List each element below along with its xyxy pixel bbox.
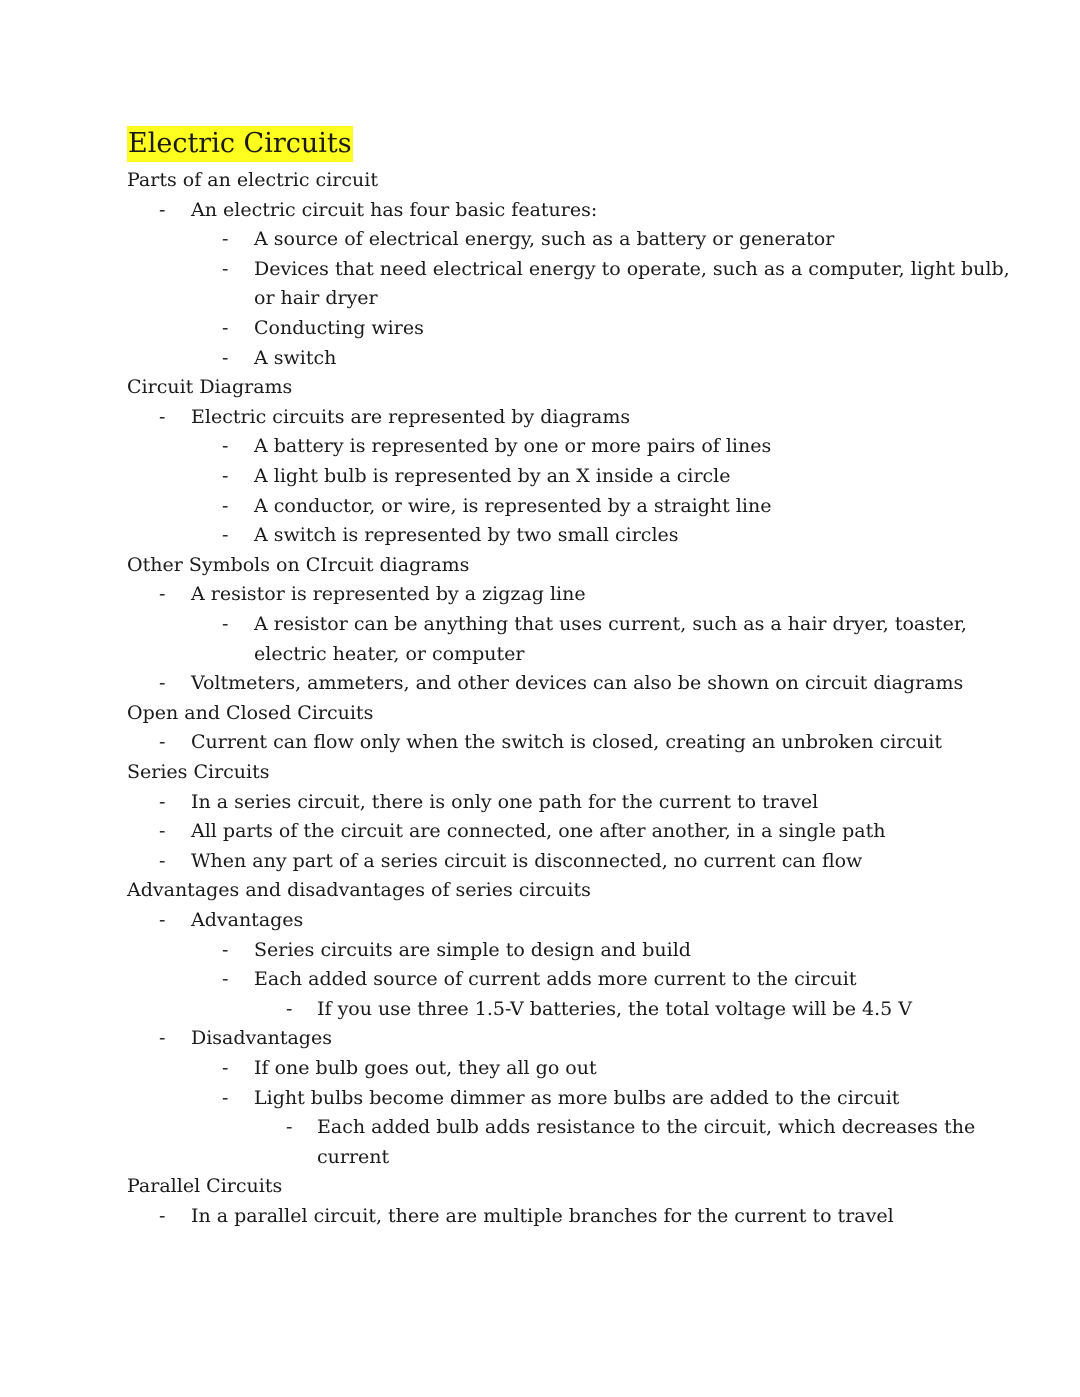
list-item: Advantages [191, 909, 304, 931]
list-item: A switch [254, 347, 337, 369]
list-item: Devices that need electrical energy to operate, such as a computer, light bulb, [254, 258, 1010, 280]
bullet-dash: - [159, 199, 166, 221]
list-item: Light bulbs become dimmer as more bulbs are added to the circuit [254, 1087, 900, 1109]
list-item: Conducting wires [254, 317, 424, 339]
list-item: or hair dryer [254, 287, 378, 309]
list-item: Each added bulb adds resistance to the circuit, which decreases the [317, 1116, 976, 1138]
bullet-dash: - [159, 791, 166, 813]
list-item: When any part of a series circuit is disconnected, no current can flow [191, 850, 863, 872]
bullet-dash: - [222, 939, 229, 961]
list-item: Electric circuits are represented by diagrams [191, 406, 631, 428]
bullet-dash: - [222, 317, 229, 339]
bullet-dash: - [222, 613, 229, 635]
bullet-dash: - [159, 850, 166, 872]
section-heading: Advantages and disadvantages of series circuits [127, 879, 591, 901]
list-item: A conductor, or wire, is represented by a straight line [254, 495, 772, 517]
list-item: current [317, 1146, 390, 1168]
bullet-dash: - [286, 998, 293, 1020]
section-heading: Parts of an electric circuit [127, 169, 378, 191]
list-item: A resistor is represented by a zigzag line [191, 583, 586, 605]
bullet-dash: - [159, 820, 166, 842]
list-item: A light bulb is represented by an X inside a circle [254, 465, 731, 487]
list-item: Current can flow only when the switch is closed, creating an unbroken circuit [191, 731, 942, 753]
list-item: If one bulb goes out, they all go out [254, 1057, 597, 1079]
list-item: Each added source of current adds more current to the circuit [254, 968, 857, 990]
bullet-dash: - [222, 524, 229, 546]
section-heading: Series Circuits [127, 761, 270, 783]
bullet-dash: - [222, 465, 229, 487]
bullet-dash: - [222, 1087, 229, 1109]
section-heading: Parallel Circuits [127, 1175, 283, 1197]
list-item: All parts of the circuit are connected, one after another, in a single path [191, 820, 886, 842]
list-item: If you use three 1.5-V batteries, the total voltage will be 4.5 V [317, 998, 912, 1020]
list-item: Series circuits are simple to design and build [254, 939, 691, 961]
list-item: A resistor can be anything that uses current, such as a hair dryer, toaster, [254, 613, 967, 635]
bullet-dash: - [286, 1116, 293, 1138]
bullet-dash: - [222, 968, 229, 990]
bullet-dash: - [159, 1205, 166, 1227]
bullet-dash: - [222, 435, 229, 457]
page-title: Electric Circuits [127, 126, 353, 162]
section-heading: Circuit Diagrams [127, 376, 293, 398]
list-item: Voltmeters, ammeters, and other devices can also be shown on circuit diagrams [191, 672, 964, 694]
bullet-dash: - [159, 909, 166, 931]
section-heading: Open and Closed Circuits [127, 702, 374, 724]
bullet-dash: - [159, 672, 166, 694]
bullet-dash: - [159, 731, 166, 753]
bullet-dash: - [159, 583, 166, 605]
list-item: An electric circuit has four basic features: [191, 199, 598, 221]
bullet-dash: - [159, 1027, 166, 1049]
bullet-dash: - [222, 1057, 229, 1079]
section-heading: Other Symbols on CIrcuit diagrams [127, 554, 470, 576]
list-item: electric heater, or computer [254, 643, 525, 665]
list-item: A battery is represented by one or more pairs of lines [254, 435, 772, 457]
bullet-dash: - [222, 495, 229, 517]
list-item: Disadvantages [191, 1027, 332, 1049]
list-item: In a series circuit, there is only one path for the current to travel [191, 791, 819, 813]
bullet-dash: - [222, 347, 229, 369]
bullet-dash: - [159, 406, 166, 428]
bullet-dash: - [222, 258, 229, 280]
bullet-dash: - [222, 228, 229, 250]
list-item: A source of electrical energy, such as a battery or generator [254, 228, 835, 250]
list-item: A switch is represented by two small circles [254, 524, 679, 546]
list-item: In a parallel circuit, there are multiple branches for the current to travel [191, 1205, 894, 1227]
